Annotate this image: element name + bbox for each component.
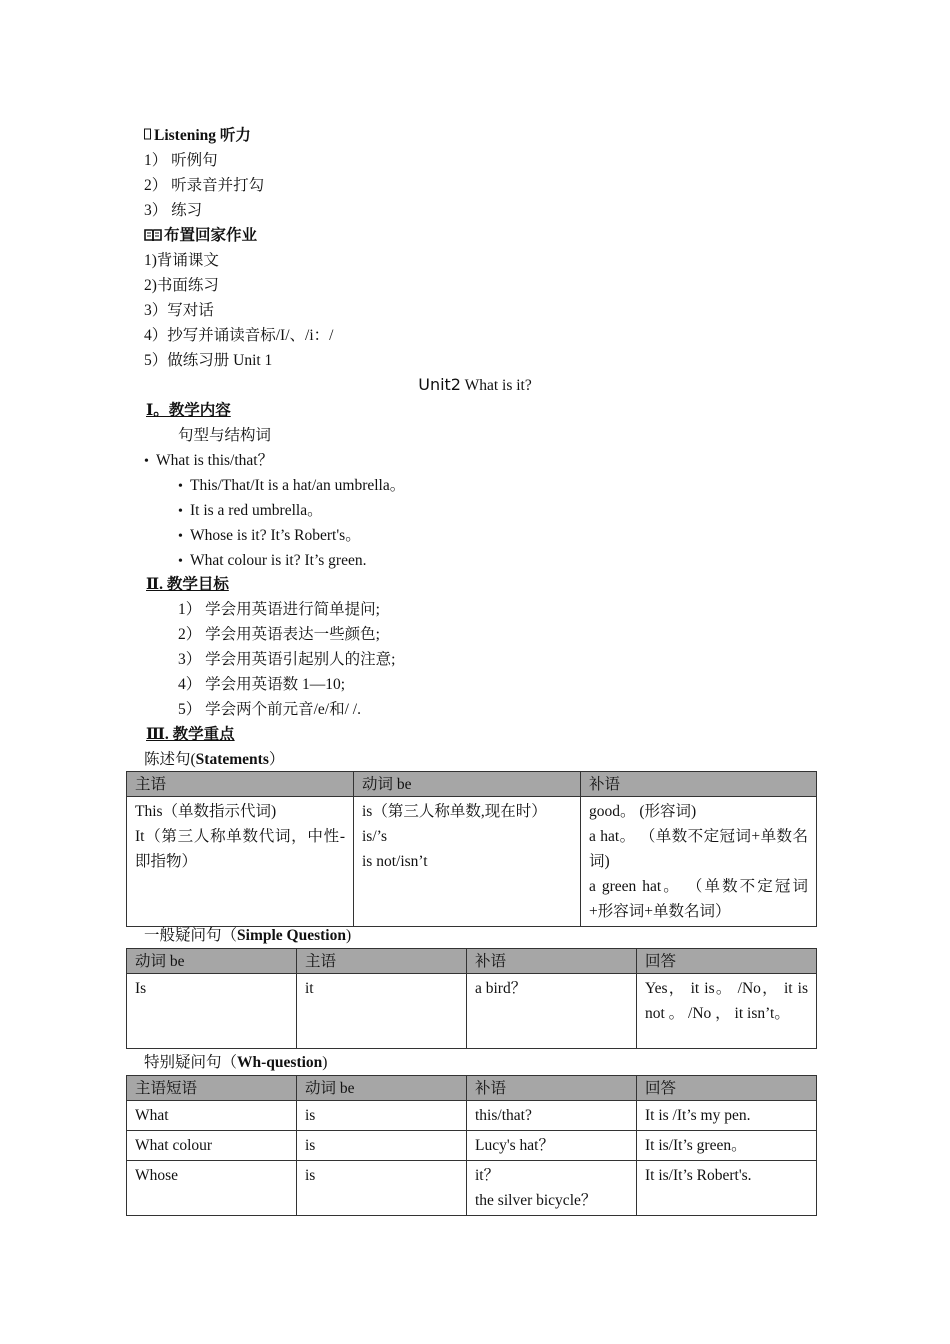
header-cell: 动词 be [127, 949, 297, 974]
cell-line: a green hat。 （单数不定冠词+形容词+单数名词） [589, 878, 808, 920]
header-cell: 补语 [581, 772, 817, 797]
table-cell: is [297, 1161, 467, 1216]
header-cell: 动词 be [297, 1076, 467, 1101]
goal-item: 5） 学会两个前元音/e/和/ /. [178, 701, 361, 718]
label-zh: 一般疑问句（ [144, 927, 238, 944]
label-en: Simple Question [237, 927, 346, 944]
table-cell: Is [127, 974, 297, 1049]
bullet-item [178, 501, 323, 522]
cell-line: is（第三人称单数,现在时） [362, 803, 547, 820]
cell-line: is/’s [362, 828, 387, 845]
listening-item: 2） 听录音并打勾 [144, 177, 265, 194]
goal-item: 2） 学会用英语表达一些颜色; [178, 626, 380, 643]
section-heading: Ⅱ. 教学目标 [146, 576, 229, 593]
table-row [127, 974, 817, 1049]
label-zh: 陈述句( [144, 751, 196, 768]
table-header-row [127, 1076, 817, 1101]
unit-name: What is it? [464, 377, 532, 394]
table-cell: this/that? [467, 1101, 637, 1131]
homework-item: 4）抄写并诵读音标/I/、/i：/ [144, 327, 334, 344]
table-cell: Whose [127, 1161, 297, 1216]
bullet-item [178, 476, 405, 497]
bullet-text: What colour is it? It’s green. [190, 552, 367, 569]
header-cell: 主语 [127, 772, 354, 797]
table-cell: It is /It’s my pen. [637, 1101, 817, 1131]
listening-title: Listening 听力 [154, 127, 251, 144]
label-end: ） [268, 751, 285, 768]
table-row [127, 1161, 817, 1216]
goal-item: 3） 学会用英语引起别人的注意; [178, 651, 396, 668]
listening-heading [144, 126, 251, 146]
section-subheading: 句型与结构词 [178, 427, 272, 444]
table-cell: it [297, 974, 467, 1049]
bullet-text: It is a red umbrella。 [190, 502, 323, 519]
label-en: Statements [195, 751, 269, 768]
table-cell [127, 797, 354, 927]
cell-line: This（单数指示代词) [135, 803, 277, 820]
table-cell: What colour [127, 1131, 297, 1161]
header-cell: 补语 [467, 1076, 637, 1101]
header-cell: 动词 be [354, 772, 581, 797]
table-cell: It is/It’s Robert's. [637, 1161, 817, 1216]
table-header-row [127, 772, 817, 797]
bullet-text: This/That/It is a hat/an umbrella。 [190, 477, 406, 494]
table-cell: What [127, 1101, 297, 1131]
cell-line: good。 (形容词) [589, 803, 697, 820]
table-cell: Yes， it is。 /No， it is not 。 /No ， it isn’t。 [637, 974, 817, 1049]
unit-title [0, 374, 950, 397]
table-cell [581, 797, 817, 927]
table-cell: Lucy's hat？ [467, 1131, 637, 1161]
bullet-text: What is this/that？ [156, 452, 274, 469]
main-bullet-item [144, 451, 273, 472]
wh-question-label [144, 1053, 327, 1073]
section-heading: Ⅲ. 教学重点 [146, 726, 235, 743]
bullet-icon: • [178, 479, 183, 494]
homework-item: 1)背诵课文 [144, 252, 219, 269]
label-en: Wh-question [237, 1054, 323, 1071]
bullet-icon: • [178, 504, 183, 519]
homework-item: 3）写对话 [144, 302, 214, 319]
table-row [127, 797, 817, 927]
bullet-item [178, 551, 366, 572]
homework-heading [144, 226, 257, 248]
table-row [127, 1101, 817, 1131]
statements-table [126, 771, 817, 927]
listening-item: 3） 练习 [144, 202, 203, 219]
goal-item: 1） 学会用英语进行简单提问; [178, 601, 380, 618]
table-cell: is [297, 1131, 467, 1161]
simple-question-label [144, 926, 351, 946]
table-cell: It is/It’s green。 [637, 1131, 817, 1161]
header-cell: 主语 [297, 949, 467, 974]
table-cell: a bird？ [467, 974, 637, 1049]
bullet-text: Whose is it? It’s Robert's。 [190, 527, 361, 544]
square-bullet-icon [144, 126, 154, 146]
cell-line: a hat。 （单数不定冠词+单数名词) [589, 828, 808, 870]
simple-question-table [126, 948, 817, 1049]
statements-label [144, 750, 284, 770]
header-cell: 主语短语 [127, 1076, 297, 1101]
table-row [127, 1131, 817, 1161]
section-heading: Ⅰ。教学内容 [146, 402, 231, 419]
table-header-row [127, 949, 817, 974]
bullet-icon: • [178, 529, 183, 544]
bullet-icon: • [144, 454, 149, 469]
unit-number: Unit2 [418, 375, 461, 394]
cell-line: is not/isn’t [362, 853, 428, 870]
table-cell: it？ the silver bicycle？ [467, 1161, 637, 1216]
label-end: ) [345, 927, 352, 944]
table-cell [354, 797, 581, 927]
bullet-icon: • [178, 554, 183, 569]
book-icon [144, 228, 164, 248]
header-cell: 补语 [467, 949, 637, 974]
homework-title: 布置回家作业 [164, 227, 258, 244]
wh-question-table [126, 1075, 817, 1216]
homework-item: 2)书面练习 [144, 277, 219, 294]
goal-item: 4） 学会用英语数 1—10; [178, 676, 346, 693]
header-cell: 回答 [637, 949, 817, 974]
homework-item: 5）做练习册 Unit 1 [144, 352, 273, 369]
label-zh: 特别疑问句（ [144, 1054, 238, 1071]
table-cell: is [297, 1101, 467, 1131]
label-end: ) [322, 1054, 328, 1071]
cell-line: It（第三人称单数代词，中性-即指物） [135, 828, 345, 870]
listening-item: 1） 听例句 [144, 152, 218, 169]
header-cell: 回答 [637, 1076, 817, 1101]
bullet-item [178, 526, 361, 547]
